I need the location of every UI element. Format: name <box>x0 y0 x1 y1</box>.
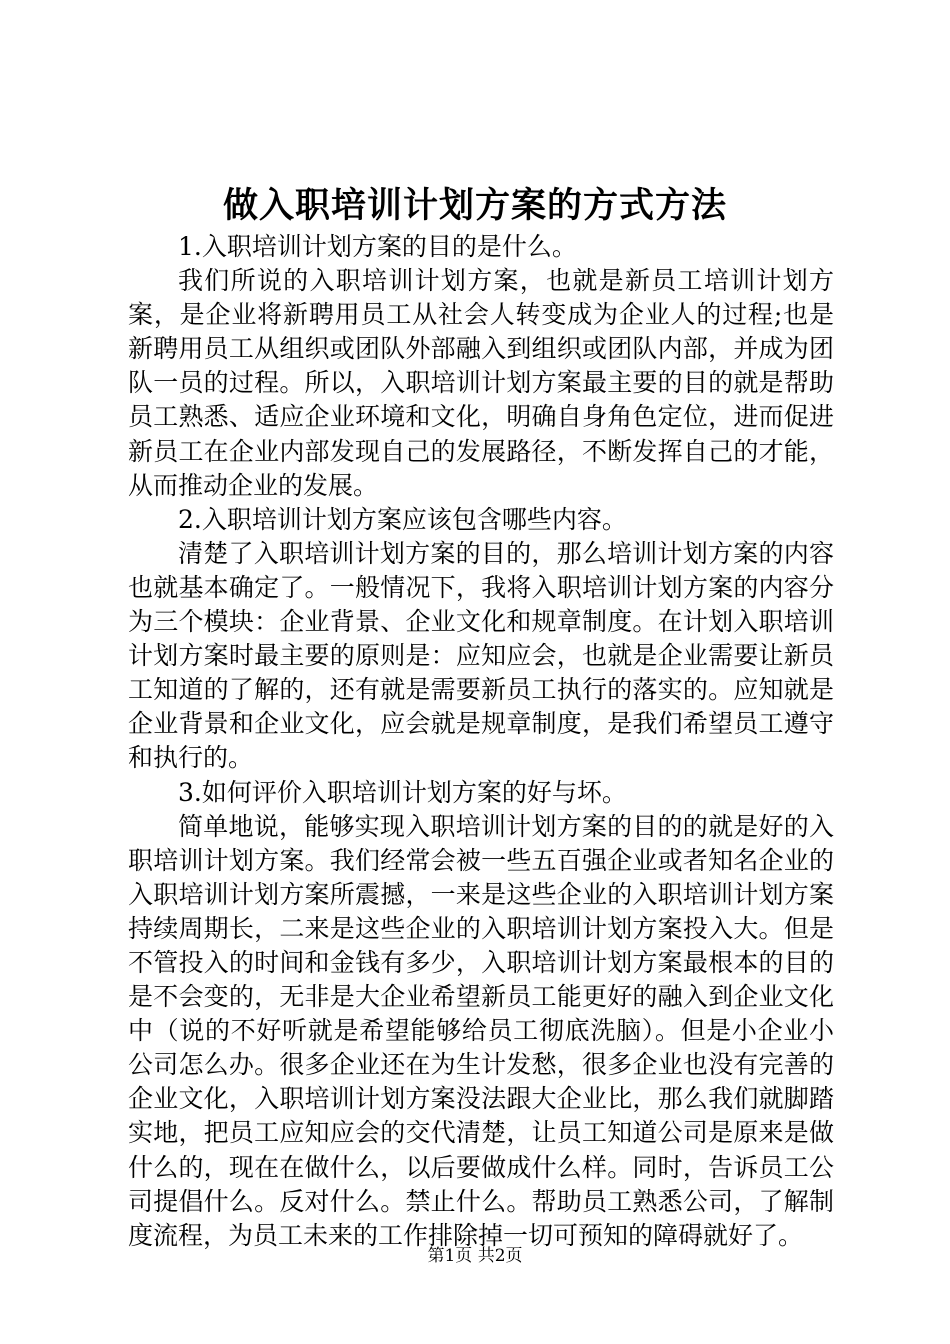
section-heading-3: 3.如何评价入职培训计划方案的好与坏。 <box>178 777 627 807</box>
body-paragraph-3: 简单地说，能够实现入职培训计划方案的目的的就是好的入职培训计划方案。我们经常会被一些五百强企业或者知名企业的入职培训计划方案所震撼，一来是这些企业的入职培训计划方案持续周期长，二来是这些企业的入职培训计划方案投入大。但是不管投入的时间和金钱有多少，入职培训计划方案最根本的目的是不会变的，无非是大企业希望新员工能更好的融入到企业文化中（说的不好听就是希望能够给员工彻底洗脑）。但是小企业小公司怎么办。很多企业还在为生计发愁，很多企业也没有完善的企业文化，入职培训计划方案没法跟大企业比，那么我们就脚踏实地，把员工应知应会的交代清楚，让员工知道公司是原来是做什么的，现在在做什么，以后要做成什么样。同时，告诉员工公司提倡什么。反对什么。禁止什么。帮助员工熟悉公司，了解制度流程，为员工未来的工作排除掉一切可预知的障碍就好了。 <box>128 811 834 1250</box>
body-paragraph-2: 清楚了入职培训计划方案的目的，那么培训计划方案的内容也就基本确定了。一般情况下，我将入职培训计划方案的内容分为三个模块：企业背景、企业文化和规章制度。在计划入职培训计划方案时最主要的原则是：应知应会，也就是企业需要让新员工知道的了解的，还有就是需要新员工执行的落实的。应知就是企业背景和企业文化，应会就是规章制度，是我们希望员工遵守和执行的。 <box>128 538 834 773</box>
document-title: 做入职培训计划方案的方式方法 <box>222 185 727 226</box>
section-heading-2: 2.入职培训计划方案应该包含哪些内容。 <box>178 504 627 534</box>
page-number-footer: 第1页 共2页 <box>427 1246 523 1266</box>
document-body <box>128 230 834 1253</box>
body-paragraph-1: 我们所说的入职培训计划方案，也就是新员工培训计划方案，是企业将新聘用员工从社会人转变成为企业人的过程;也是新聘用员工从组织或团队外部融入到组织或团队内部，并成为团队一员的过程。所以，入职培训计划方案最主要的目的就是帮助员工熟悉、适应企业环境和文化，明确自身角色定位，进而促进新员工在企业内部发现自己的发展路径，不断发挥自己的才能，从而推动企业的发展。 <box>128 266 834 500</box>
section-heading-1: 1.入职培训计划方案的目的是什么。 <box>178 232 577 261</box>
